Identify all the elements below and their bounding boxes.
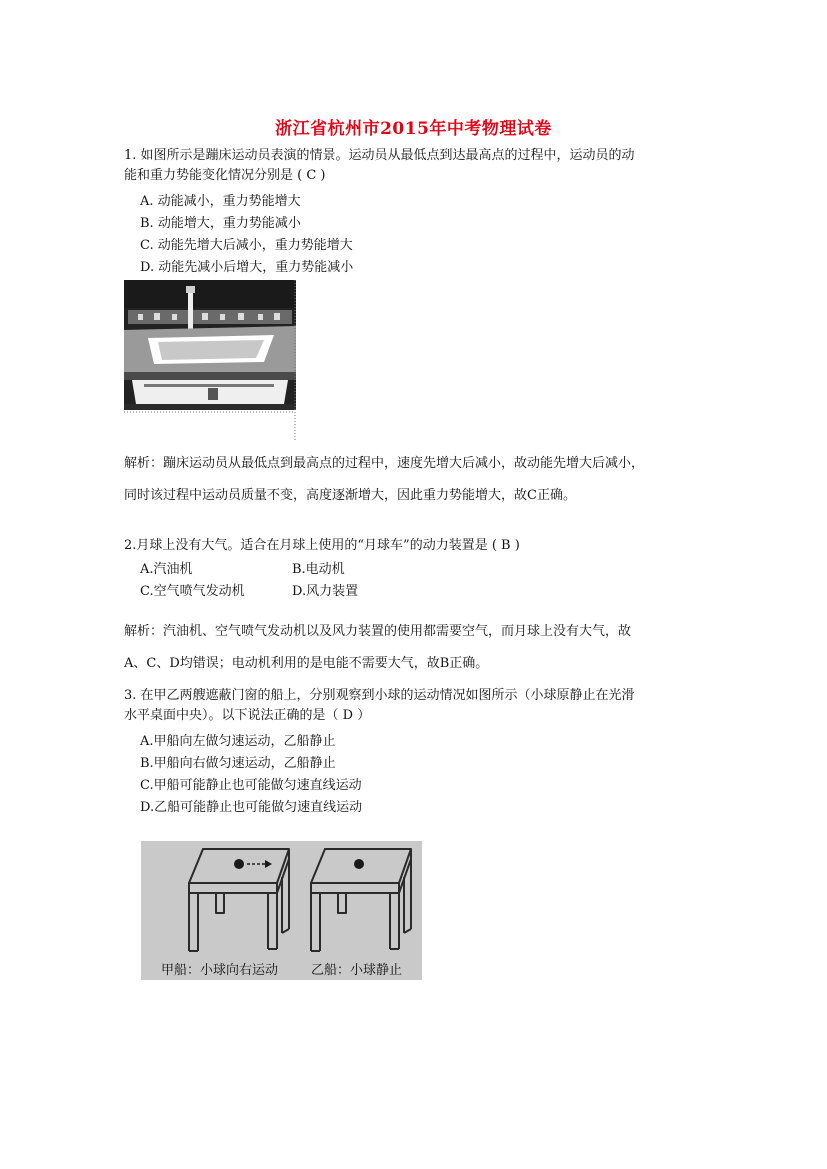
q1-option-b: B. 动能增大，重力势能减小 bbox=[140, 216, 301, 231]
q1-option-c: C. 动能先增大后减小，重力势能增大 bbox=[140, 238, 353, 253]
q1-stem-line2: 能和重力势能变化情况分别是 ( C ) bbox=[124, 168, 326, 183]
q1-option-d: D. 动能先减小后增大，重力势能减小 bbox=[140, 260, 354, 275]
figure-caption-right: 乙船：小球静止 bbox=[311, 963, 403, 978]
arrow-right-icon bbox=[265, 860, 272, 868]
q2-option-c: C.空气喷气发动机 bbox=[140, 584, 245, 599]
q3-stem-line1: 3. 在甲乙两艘遮蔽门窗的船上，分别观察到小球的运动情况如图所示（小球原静止在光滑 bbox=[124, 688, 635, 703]
q2-option-a: A.汽油机 bbox=[140, 562, 193, 577]
ball-icon bbox=[234, 859, 244, 869]
q3-option-d: D.乙船可能静止也可能做匀速直线运动 bbox=[140, 800, 363, 815]
q3-option-a: A.甲船向左做匀速运动，乙船静止 bbox=[140, 734, 336, 749]
q2-option-d: D.风力装置 bbox=[292, 584, 359, 599]
q2-option-b: B.电动机 bbox=[292, 562, 345, 577]
q1-stem-line1: 1. 如图所示是蹦床运动员表演的情景。运动员从最低点到达最高点的过程中，运动员的动 bbox=[124, 148, 635, 163]
page-title: 浙江省杭州市2015年中考物理试卷 bbox=[275, 119, 552, 139]
q2-stem: 2.月球上没有大气。适合在月球上使用的“月球车”的动力装置是 ( B ) bbox=[124, 538, 520, 553]
q1-analysis-line1: 解析：蹦床运动员从最低点到最高点的过程中，速度先增大后减小，故动能先增大后减小， bbox=[124, 456, 645, 471]
q3-stem-line2: 水平桌面中央）。以下说法正确的是（ D ） bbox=[124, 708, 371, 723]
q2-analysis-line2: A、C、D均错误；电动机利用的是电能不需要大气，故B正确。 bbox=[124, 656, 489, 671]
q1-analysis-line2: 同时该过程中运动员质量不变，高度逐渐增大，因此重力势能增大，故C正确。 bbox=[124, 488, 576, 503]
tables-figure bbox=[141, 841, 422, 980]
trampoline-photo bbox=[124, 280, 300, 446]
q2-analysis-line1: 解析：汽油机、空气喷气发动机以及风力装置的使用都需要空气，而月球上没有大气，故 bbox=[124, 624, 632, 639]
q1-option-a: A. 动能减小，重力势能增大 bbox=[140, 194, 301, 209]
figure-caption-left: 甲船：小球向右运动 bbox=[161, 963, 279, 978]
q3-option-b: B.甲船向右做匀速运动，乙船静止 bbox=[140, 756, 336, 771]
ball-icon bbox=[354, 859, 364, 869]
q3-option-c: C.甲船可能静止也可能做匀速直线运动 bbox=[140, 778, 362, 793]
